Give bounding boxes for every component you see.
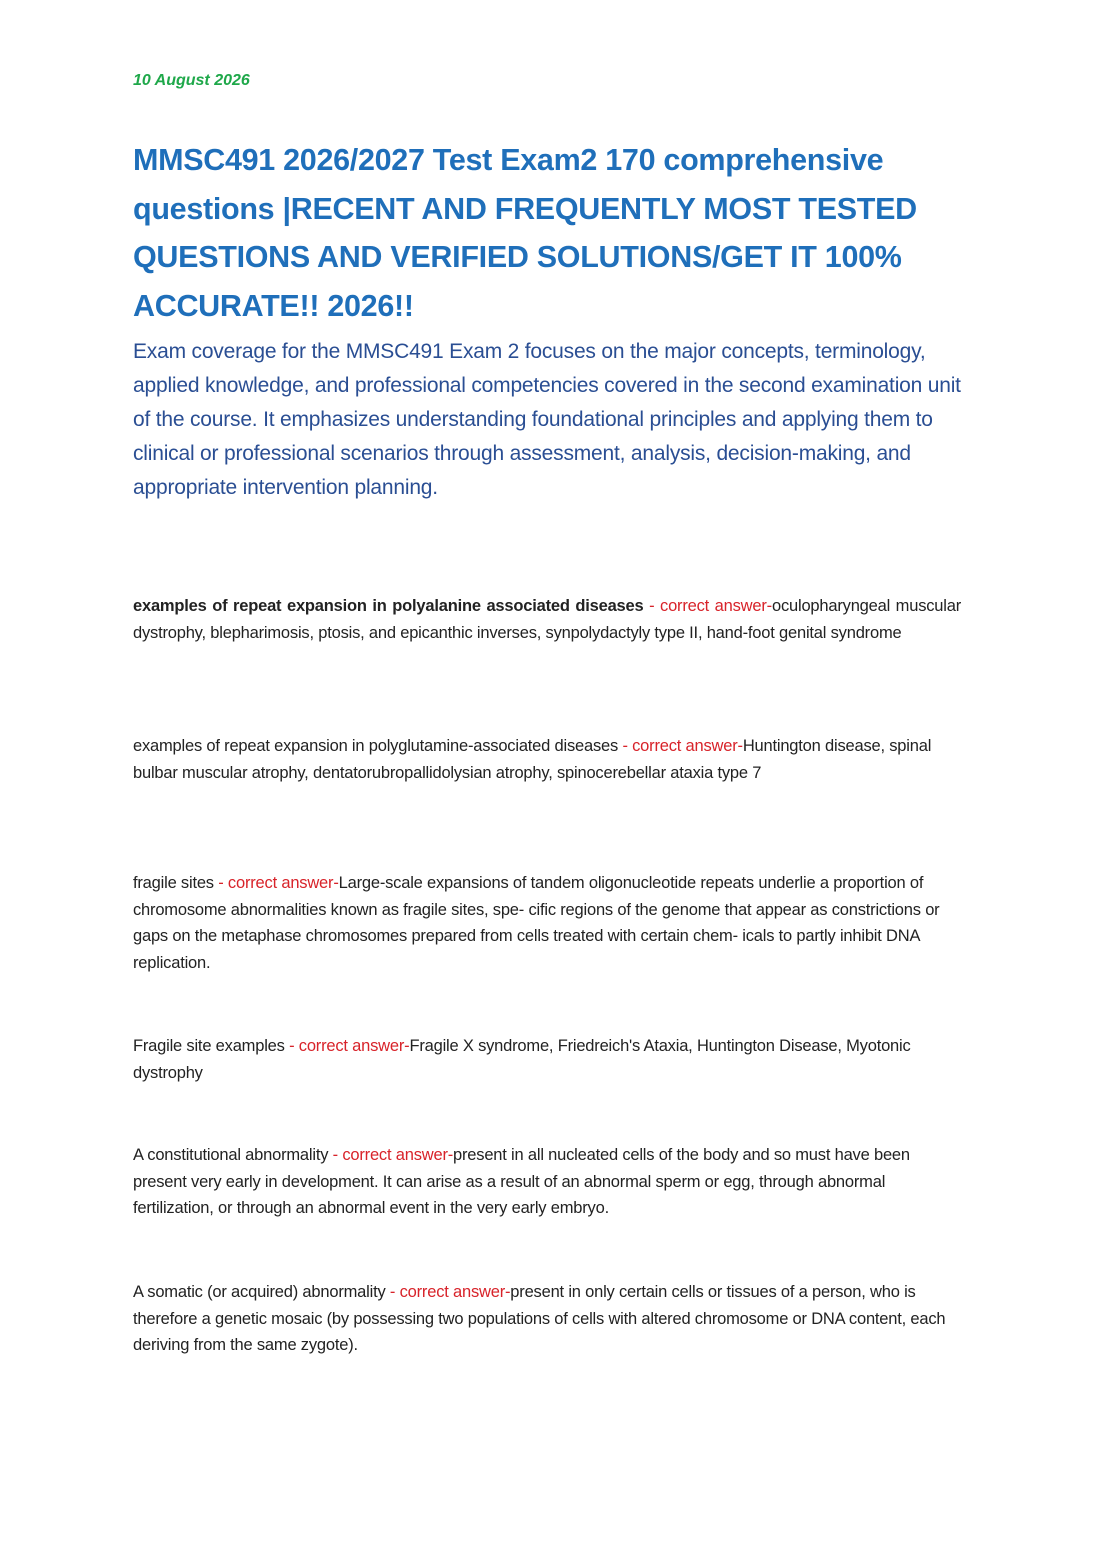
document-date: 10 August 2026 xyxy=(133,72,250,89)
document-title: MMSC491 2026/2027 Test Exam2 170 comprehensive questions |RECENT AND FREQUENTLY MOST TESTED QUESTIONS AND VERIFIED SOLUTIONS/GET IT 100% ACCURATE!! 2026!! xyxy=(133,143,917,323)
question-text: A constitutional abnormality xyxy=(133,1146,329,1164)
answer-text: Huntington disease, spinal bulbar muscular atrophy, dentatorubropallidolysian atrophy, spinocerebellar ataxia type 7 xyxy=(133,737,932,782)
answer-text: Fragile X syndrome, Friedreich's Ataxia, Huntington Disease, Myotonic dystrophy xyxy=(133,1037,911,1082)
question-text: fragile sites xyxy=(133,874,214,892)
question-text: A somatic (or acquired) abnormality xyxy=(133,1283,386,1301)
correct-answer-marker: - correct answer- xyxy=(218,874,339,892)
answer-text: present in only certain cells or tissues of a person, who is therefore a genetic mosaic (by possessing two populations of cells with altered chromosome or DNA content, each deriving from the same zygote). xyxy=(133,1283,946,1354)
qa-item xyxy=(133,1033,961,1086)
answer-text: oculopharyngeal muscular dystrophy, blepharimosis, ptosis, and epicanthic inverses, synpolydactyly type II, hand-foot genital syndrome xyxy=(133,597,962,642)
correct-answer-marker: - correct answer- xyxy=(289,1037,410,1055)
correct-answer-marker: - correct answer- xyxy=(649,597,772,615)
correct-answer-marker: - correct answer- xyxy=(332,1146,454,1164)
document-subtitle: Exam coverage for the MMSC491 Exam 2 focuses on the major concepts, terminology, applied knowledge, and professional competencies covered in the second examination unit of the course. It emphasizes understanding foundational principles and applying them to clinical or professional scenarios through assessment, analysis, decision-making, and appropriate intervention planning. xyxy=(133,340,961,499)
correct-answer-marker: - correct answer- xyxy=(622,737,743,755)
qa-item xyxy=(133,1279,961,1359)
question-text: examples of repeat expansion in polyglutamine-associated diseases xyxy=(133,737,619,755)
answer-text: Large-scale expansions of tandem oligonucleotide repeats underlie a proportion of chromosome abnormalities known as fragile sites, spe- cific regions of the genome that appear as constrictions or gaps on the metaphase chromosomes prepared from cells treated with certain chem- icals to partly inhibit DNA replication. xyxy=(133,874,940,972)
qa-item xyxy=(133,733,961,786)
answer-text: present in all nucleated cells of the body and so must have been present very early in development. It can arise as a result of an abnormal sperm or egg, through abnormal fertilization, or through an abnormal event in the very early embryo. xyxy=(133,1146,910,1217)
correct-answer-marker: - correct answer- xyxy=(389,1283,511,1301)
qa-item xyxy=(133,593,961,646)
qa-item xyxy=(133,870,961,976)
question-text: examples of repeat expansion in polyalanine associated diseases xyxy=(133,597,644,615)
question-text: Fragile site examples xyxy=(133,1037,285,1055)
qa-item xyxy=(133,1142,961,1222)
